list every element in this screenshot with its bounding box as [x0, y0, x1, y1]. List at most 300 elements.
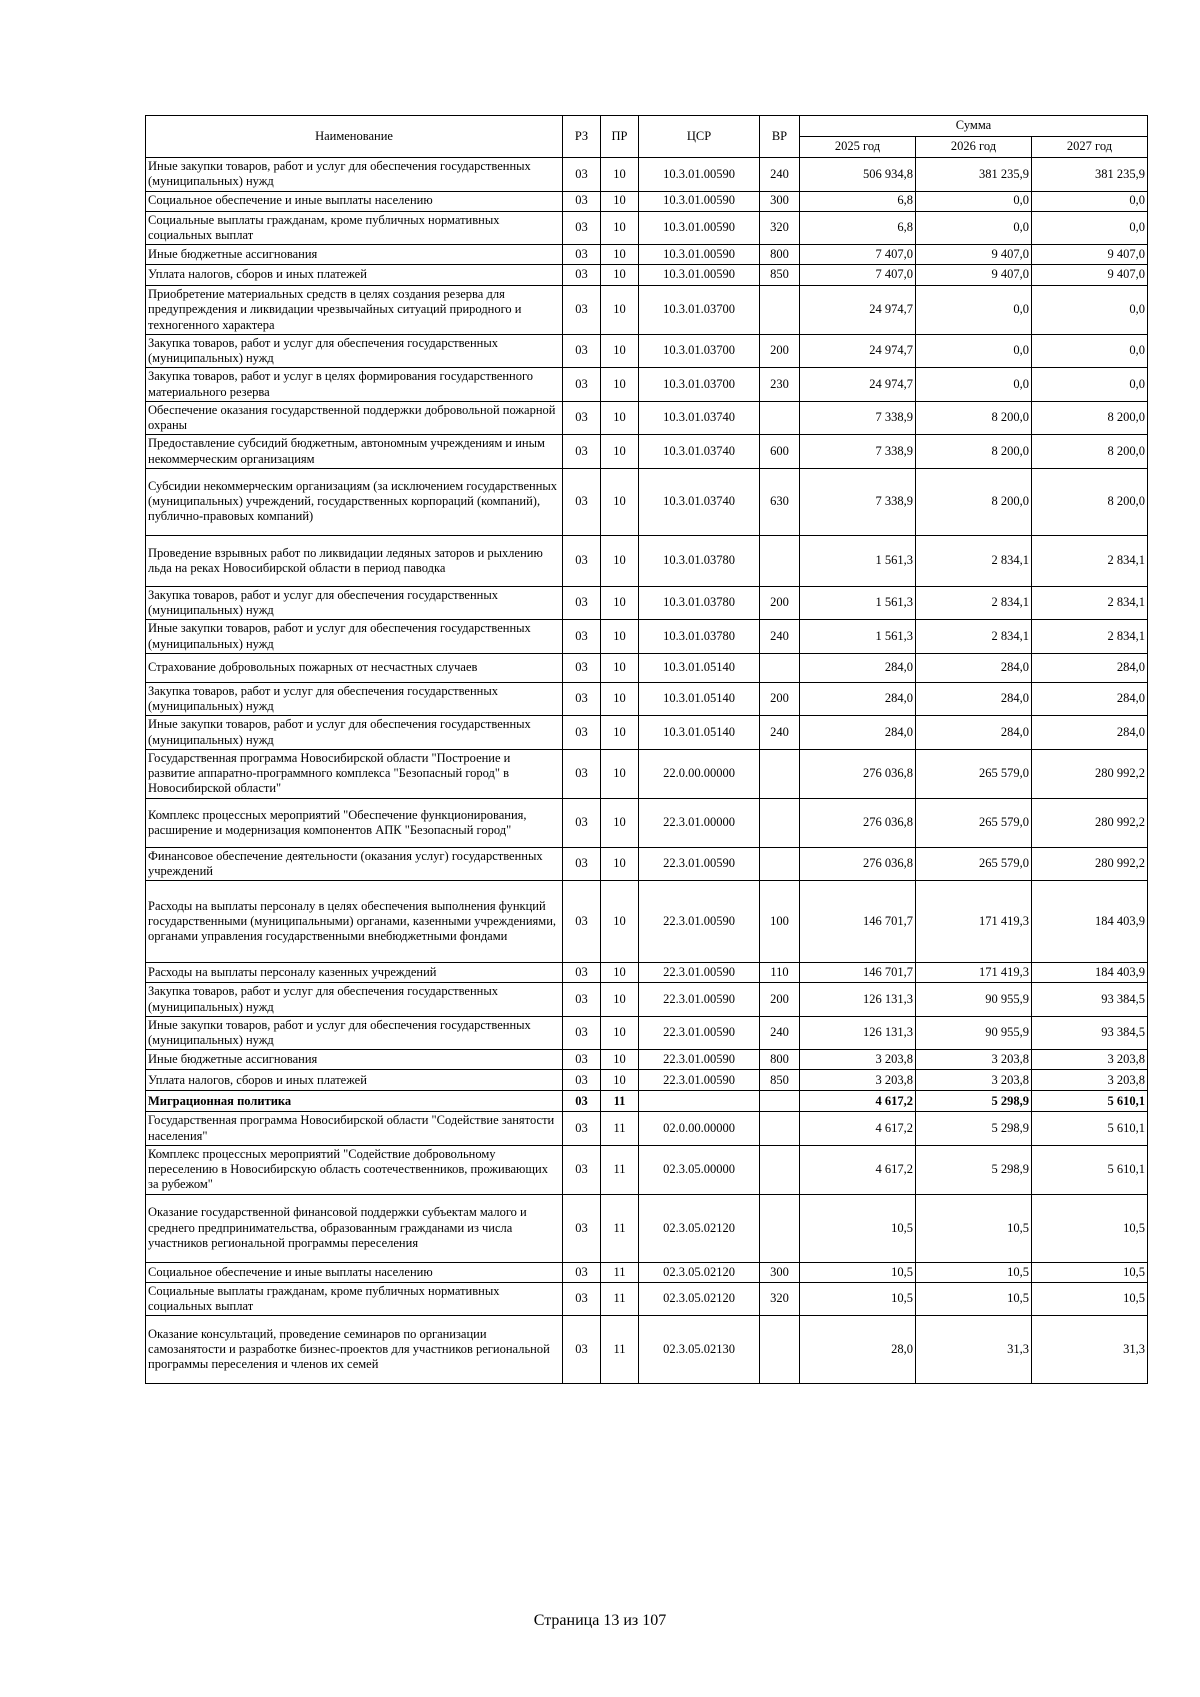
cell-rz: 03 — [563, 1091, 601, 1112]
cell-2025: 3 203,8 — [800, 1070, 916, 1091]
cell-vr: 200 — [760, 334, 800, 368]
cell-name: Предоставление субсидий бюджетным, автономным учреждениям и иным некоммерческим организациям — [146, 435, 563, 469]
cell-2025: 284,0 — [800, 653, 916, 682]
cell-2026: 0,0 — [916, 286, 1032, 335]
table-row — [146, 158, 1148, 192]
cell-rz: 03 — [563, 245, 601, 265]
cell-2027: 0,0 — [1032, 286, 1148, 335]
cell-csr: 10.3.01.03740 — [639, 435, 760, 469]
cell-2027: 284,0 — [1032, 682, 1148, 716]
cell-name: Закупка товаров, работ и услуг для обеспечения государственных (муниципальных) нужд — [146, 334, 563, 368]
cell-pr: 10 — [601, 1070, 639, 1091]
cell-2025: 10,5 — [800, 1282, 916, 1316]
cell-2026: 10,5 — [916, 1194, 1032, 1262]
cell-pr: 11 — [601, 1091, 639, 1112]
cell-vr: 630 — [760, 468, 800, 535]
cell-pr: 10 — [601, 191, 639, 211]
cell-csr: 10.3.01.05140 — [639, 716, 760, 750]
cell-rz: 03 — [563, 468, 601, 535]
cell-vr: 240 — [760, 716, 800, 750]
table-row — [146, 798, 1148, 847]
cell-2027: 381 235,9 — [1032, 158, 1148, 192]
table-body — [146, 158, 1148, 1384]
cell-2027: 5 610,1 — [1032, 1112, 1148, 1146]
cell-csr: 22.3.01.00590 — [639, 983, 760, 1017]
cell-pr: 10 — [601, 682, 639, 716]
cell-2025: 126 131,3 — [800, 983, 916, 1017]
cell-2025: 7 407,0 — [800, 265, 916, 286]
cell-pr: 10 — [601, 881, 639, 963]
cell-vr: 110 — [760, 963, 800, 983]
cell-name: Страхование добровольных пожарных от несчастных случаев — [146, 653, 563, 682]
cell-pr: 10 — [601, 468, 639, 535]
cell-2026: 0,0 — [916, 334, 1032, 368]
cell-2025: 7 338,9 — [800, 435, 916, 469]
cell-name: Уплата налогов, сборов и иных платежей — [146, 1070, 563, 1091]
cell-pr: 10 — [601, 798, 639, 847]
cell-2027: 10,5 — [1032, 1262, 1148, 1282]
cell-vr: 320 — [760, 211, 800, 245]
cell-pr: 10 — [601, 963, 639, 983]
cell-vr: 300 — [760, 191, 800, 211]
cell-2027: 0,0 — [1032, 334, 1148, 368]
cell-rz: 03 — [563, 653, 601, 682]
cell-name: Приобретение материальных средств в целях создания резерва для предупреждения и ликвидации чрезвычайных ситуаций природного и техногенного характера — [146, 286, 563, 335]
cell-2025: 24 974,7 — [800, 368, 916, 402]
cell-2026: 265 579,0 — [916, 798, 1032, 847]
header-name: Наименование — [146, 116, 563, 158]
cell-2025: 284,0 — [800, 682, 916, 716]
cell-2027: 3 203,8 — [1032, 1050, 1148, 1070]
cell-2027: 31,3 — [1032, 1316, 1148, 1384]
cell-2026: 0,0 — [916, 191, 1032, 211]
cell-csr: 10.3.01.03700 — [639, 368, 760, 402]
cell-csr: 22.3.01.00590 — [639, 881, 760, 963]
cell-pr: 10 — [601, 535, 639, 586]
cell-2026: 5 298,9 — [916, 1145, 1032, 1194]
cell-rz: 03 — [563, 535, 601, 586]
cell-vr: 850 — [760, 1070, 800, 1091]
cell-pr: 10 — [601, 749, 639, 798]
cell-vr — [760, 286, 800, 335]
cell-rz: 03 — [563, 1050, 601, 1070]
cell-name: Закупка товаров, работ и услуг для обеспечения государственных (муниципальных) нужд — [146, 682, 563, 716]
table-row — [146, 1145, 1148, 1194]
cell-2026: 90 955,9 — [916, 983, 1032, 1017]
cell-2025: 126 131,3 — [800, 1016, 916, 1050]
cell-csr: 02.0.00.00000 — [639, 1112, 760, 1146]
header-year-2025: 2025 год — [800, 137, 916, 158]
cell-2025: 1 561,3 — [800, 586, 916, 620]
cell-2026: 90 955,9 — [916, 1016, 1032, 1050]
cell-2026: 2 834,1 — [916, 586, 1032, 620]
cell-2026: 3 203,8 — [916, 1070, 1032, 1091]
cell-vr — [760, 1316, 800, 1384]
cell-rz: 03 — [563, 211, 601, 245]
page-number: Страница 13 из 107 — [533, 1612, 667, 1629]
table-row — [146, 620, 1148, 654]
cell-name: Финансовое обеспечение деятельности (оказания услуг) государственных учреждений — [146, 847, 563, 881]
table-row — [146, 334, 1148, 368]
table-row — [146, 1050, 1148, 1070]
cell-vr — [760, 401, 800, 435]
cell-2025: 506 934,8 — [800, 158, 916, 192]
cell-vr: 200 — [760, 586, 800, 620]
cell-2026: 5 298,9 — [916, 1091, 1032, 1112]
cell-2025: 28,0 — [800, 1316, 916, 1384]
cell-2026: 2 834,1 — [916, 535, 1032, 586]
cell-csr — [639, 1091, 760, 1112]
header-pr: ПР — [601, 116, 639, 158]
table-row — [146, 286, 1148, 335]
table-row — [146, 401, 1148, 435]
cell-vr — [760, 1145, 800, 1194]
table-row — [146, 1016, 1148, 1050]
cell-pr: 10 — [601, 716, 639, 750]
cell-pr: 10 — [601, 401, 639, 435]
cell-name: Социальные выплаты гражданам, кроме публичных нормативных социальных выплат — [146, 1282, 563, 1316]
cell-csr: 02.3.05.02120 — [639, 1194, 760, 1262]
cell-name: Иные бюджетные ассигнования — [146, 1050, 563, 1070]
cell-csr: 02.3.05.02120 — [639, 1262, 760, 1282]
cell-pr: 11 — [601, 1194, 639, 1262]
cell-vr: 800 — [760, 245, 800, 265]
cell-pr: 10 — [601, 653, 639, 682]
cell-rz: 03 — [563, 435, 601, 469]
cell-2027: 93 384,5 — [1032, 983, 1148, 1017]
cell-2027: 0,0 — [1032, 211, 1148, 245]
cell-2025: 10,5 — [800, 1262, 916, 1282]
table-row — [146, 435, 1148, 469]
budget-table — [145, 115, 1148, 1384]
cell-2025: 3 203,8 — [800, 1050, 916, 1070]
cell-rz: 03 — [563, 1282, 601, 1316]
cell-csr: 10.3.01.00590 — [639, 265, 760, 286]
cell-2025: 4 617,2 — [800, 1145, 916, 1194]
cell-2026: 284,0 — [916, 716, 1032, 750]
cell-name: Комплекс процессных мероприятий "Содействие добровольному переселению в Новосибирскую область соотечественников, проживающих за рубежом" — [146, 1145, 563, 1194]
cell-vr: 850 — [760, 265, 800, 286]
table-row — [146, 586, 1148, 620]
cell-vr — [760, 1112, 800, 1146]
table-row — [146, 983, 1148, 1017]
cell-vr: 300 — [760, 1262, 800, 1282]
cell-2027: 280 992,2 — [1032, 847, 1148, 881]
cell-csr: 22.3.01.00590 — [639, 963, 760, 983]
cell-name: Иные закупки товаров, работ и услуг для обеспечения государственных (муниципальных) нужд — [146, 158, 563, 192]
cell-2025: 7 338,9 — [800, 401, 916, 435]
cell-2027: 284,0 — [1032, 653, 1148, 682]
cell-2026: 171 419,3 — [916, 881, 1032, 963]
cell-2026: 3 203,8 — [916, 1050, 1032, 1070]
cell-pr: 10 — [601, 334, 639, 368]
cell-name: Государственная программа Новосибирской области "Построение и развитие аппаратно-программного комплекса "Безопасный город" в Новосибирской области" — [146, 749, 563, 798]
table-row — [146, 368, 1148, 402]
cell-rz: 03 — [563, 1016, 601, 1050]
cell-2027: 284,0 — [1032, 716, 1148, 750]
cell-rz: 03 — [563, 798, 601, 847]
cell-rz: 03 — [563, 586, 601, 620]
cell-name: Уплата налогов, сборов и иных платежей — [146, 265, 563, 286]
cell-csr: 10.3.01.03780 — [639, 535, 760, 586]
cell-name: Иные закупки товаров, работ и услуг для обеспечения государственных (муниципальных) нужд — [146, 716, 563, 750]
cell-vr: 200 — [760, 682, 800, 716]
cell-name: Расходы на выплаты персоналу в целях обеспечения выполнения функций государственными (муниципальными) органами, казенными учреждениями, органами управления государственными внебюджетными фондами — [146, 881, 563, 963]
table-row — [146, 265, 1148, 286]
cell-name: Иные закупки товаров, работ и услуг для обеспечения государственных (муниципальных) нужд — [146, 1016, 563, 1050]
cell-vr: 800 — [760, 1050, 800, 1070]
cell-pr: 10 — [601, 158, 639, 192]
cell-rz: 03 — [563, 1194, 601, 1262]
cell-vr: 320 — [760, 1282, 800, 1316]
cell-pr: 10 — [601, 368, 639, 402]
cell-2026: 265 579,0 — [916, 749, 1032, 798]
cell-2026: 284,0 — [916, 682, 1032, 716]
cell-rz: 03 — [563, 368, 601, 402]
cell-csr: 10.3.01.00590 — [639, 158, 760, 192]
table-row — [146, 211, 1148, 245]
cell-2026: 381 235,9 — [916, 158, 1032, 192]
cell-2025: 284,0 — [800, 716, 916, 750]
cell-2026: 8 200,0 — [916, 435, 1032, 469]
cell-2025: 10,5 — [800, 1194, 916, 1262]
cell-name: Субсидии некоммерческим организациям (за исключением государственных (муниципальных) учреждений, государственных корпораций (компаний), публично-правовых компаний) — [146, 468, 563, 535]
cell-2026: 2 834,1 — [916, 620, 1032, 654]
cell-rz: 03 — [563, 682, 601, 716]
cell-name: Оказание государственной финансовой поддержки субъектам малого и среднего предпринимательства, образованным гражданами из числа участников региональной программы переселения — [146, 1194, 563, 1262]
cell-csr: 22.3.01.00590 — [639, 1070, 760, 1091]
cell-rz: 03 — [563, 158, 601, 192]
cell-2027: 280 992,2 — [1032, 798, 1148, 847]
cell-2025: 4 617,2 — [800, 1112, 916, 1146]
cell-rz: 03 — [563, 286, 601, 335]
cell-2025: 146 701,7 — [800, 881, 916, 963]
cell-vr: 100 — [760, 881, 800, 963]
cell-rz: 03 — [563, 749, 601, 798]
cell-pr: 10 — [601, 847, 639, 881]
header-year-2026: 2026 год — [916, 137, 1032, 158]
cell-2025: 146 701,7 — [800, 963, 916, 983]
cell-2026: 265 579,0 — [916, 847, 1032, 881]
cell-2026: 171 419,3 — [916, 963, 1032, 983]
cell-rz: 03 — [563, 881, 601, 963]
table-row — [146, 1194, 1148, 1262]
cell-2026: 10,5 — [916, 1262, 1032, 1282]
cell-vr: 240 — [760, 158, 800, 192]
cell-csr: 10.3.01.00590 — [639, 191, 760, 211]
cell-2027: 8 200,0 — [1032, 468, 1148, 535]
cell-csr: 10.3.01.03740 — [639, 468, 760, 535]
cell-2025: 7 407,0 — [800, 245, 916, 265]
cell-name: Закупка товаров, работ и услуг для обеспечения государственных (муниципальных) нужд — [146, 983, 563, 1017]
cell-vr: 230 — [760, 368, 800, 402]
cell-vr — [760, 1091, 800, 1112]
cell-pr: 10 — [601, 983, 639, 1017]
cell-2026: 10,5 — [916, 1282, 1032, 1316]
cell-rz: 03 — [563, 1145, 601, 1194]
table-row — [146, 535, 1148, 586]
cell-pr: 10 — [601, 265, 639, 286]
cell-rz: 03 — [563, 1070, 601, 1091]
cell-vr — [760, 653, 800, 682]
cell-2025: 6,8 — [800, 211, 916, 245]
cell-rz: 03 — [563, 847, 601, 881]
table-row — [146, 881, 1148, 963]
cell-vr — [760, 798, 800, 847]
cell-vr — [760, 1194, 800, 1262]
header-year-2027: 2027 год — [1032, 137, 1148, 158]
cell-pr: 10 — [601, 1050, 639, 1070]
cell-rz: 03 — [563, 265, 601, 286]
table-row — [146, 847, 1148, 881]
cell-name: Комплекс процессных мероприятий "Обеспечение функционирования, расширение и модернизация компонентов АПК "Безопасный город" — [146, 798, 563, 847]
table-row — [146, 682, 1148, 716]
cell-2027: 184 403,9 — [1032, 963, 1148, 983]
cell-pr: 11 — [601, 1282, 639, 1316]
table-row — [146, 468, 1148, 535]
cell-csr: 10.3.01.05140 — [639, 682, 760, 716]
cell-name: Социальные выплаты гражданам, кроме публичных нормативных социальных выплат — [146, 211, 563, 245]
cell-csr: 10.3.01.00590 — [639, 211, 760, 245]
cell-2025: 4 617,2 — [800, 1091, 916, 1112]
table-row — [146, 653, 1148, 682]
cell-csr: 22.3.01.00590 — [639, 1016, 760, 1050]
table-row — [146, 1091, 1148, 1112]
cell-2026: 8 200,0 — [916, 401, 1032, 435]
cell-pr: 11 — [601, 1145, 639, 1194]
cell-2025: 1 561,3 — [800, 535, 916, 586]
cell-csr: 10.3.01.00590 — [639, 245, 760, 265]
table-header — [146, 116, 1148, 158]
table-row — [146, 749, 1148, 798]
table-row — [146, 1070, 1148, 1091]
cell-2027: 8 200,0 — [1032, 401, 1148, 435]
cell-pr: 10 — [601, 435, 639, 469]
cell-csr: 10.3.01.03740 — [639, 401, 760, 435]
cell-2027: 2 834,1 — [1032, 535, 1148, 586]
cell-rz: 03 — [563, 1112, 601, 1146]
cell-name: Миграционная политика — [146, 1091, 563, 1112]
cell-2027: 184 403,9 — [1032, 881, 1148, 963]
table-row — [146, 191, 1148, 211]
cell-vr — [760, 535, 800, 586]
cell-name: Закупка товаров, работ и услуг для обеспечения государственных (муниципальных) нужд — [146, 586, 563, 620]
cell-name: Проведение взрывных работ по ликвидации ледяных заторов и рыхлению льда на реках Новосибирской области в период паводка — [146, 535, 563, 586]
table-row — [146, 963, 1148, 983]
cell-2027: 280 992,2 — [1032, 749, 1148, 798]
cell-csr: 02.3.05.00000 — [639, 1145, 760, 1194]
cell-name: Иные бюджетные ассигнования — [146, 245, 563, 265]
cell-pr: 11 — [601, 1112, 639, 1146]
cell-2025: 1 561,3 — [800, 620, 916, 654]
cell-pr: 10 — [601, 1016, 639, 1050]
cell-2026: 5 298,9 — [916, 1112, 1032, 1146]
cell-csr: 10.3.01.03780 — [639, 620, 760, 654]
table-row — [146, 1316, 1148, 1384]
table-row — [146, 245, 1148, 265]
cell-2026: 8 200,0 — [916, 468, 1032, 535]
cell-name: Социальное обеспечение и иные выплаты населению — [146, 191, 563, 211]
cell-pr: 11 — [601, 1316, 639, 1384]
cell-2027: 10,5 — [1032, 1282, 1148, 1316]
cell-pr: 10 — [601, 211, 639, 245]
cell-vr: 200 — [760, 983, 800, 1017]
cell-pr: 10 — [601, 245, 639, 265]
cell-rz: 03 — [563, 1316, 601, 1384]
cell-csr: 02.3.05.02120 — [639, 1282, 760, 1316]
cell-csr: 22.3.01.00590 — [639, 1050, 760, 1070]
cell-2026: 9 407,0 — [916, 245, 1032, 265]
cell-2026: 0,0 — [916, 211, 1032, 245]
cell-2025: 24 974,7 — [800, 334, 916, 368]
cell-vr: 600 — [760, 435, 800, 469]
cell-name: Закупка товаров, работ и услуг в целях формирования государственного материального резерва — [146, 368, 563, 402]
cell-2025: 276 036,8 — [800, 847, 916, 881]
cell-name: Оказание консультаций, проведение семинаров по организации самозанятости и разработке бизнес-проектов для участников региональной программы переселения и членов их семей — [146, 1316, 563, 1384]
cell-name: Социальное обеспечение и иные выплаты населению — [146, 1262, 563, 1282]
cell-name: Государственная программа Новосибирской области "Содействие занятости населения" — [146, 1112, 563, 1146]
cell-vr — [760, 847, 800, 881]
header-rz: РЗ — [563, 116, 601, 158]
table-row — [146, 1282, 1148, 1316]
cell-rz: 03 — [563, 716, 601, 750]
cell-2027: 93 384,5 — [1032, 1016, 1148, 1050]
cell-name: Расходы на выплаты персоналу казенных учреждений — [146, 963, 563, 983]
cell-csr: 10.3.01.03700 — [639, 334, 760, 368]
cell-csr: 10.3.01.03780 — [639, 586, 760, 620]
cell-2025: 7 338,9 — [800, 468, 916, 535]
cell-2027: 8 200,0 — [1032, 435, 1148, 469]
cell-rz: 03 — [563, 1262, 601, 1282]
cell-rz: 03 — [563, 963, 601, 983]
header-csr: ЦСР — [639, 116, 760, 158]
cell-2027: 2 834,1 — [1032, 620, 1148, 654]
cell-rz: 03 — [563, 191, 601, 211]
cell-csr: 22.0.00.00000 — [639, 749, 760, 798]
table-row — [146, 716, 1148, 750]
table-row — [146, 1112, 1148, 1146]
cell-2025: 276 036,8 — [800, 798, 916, 847]
cell-2027: 9 407,0 — [1032, 265, 1148, 286]
cell-2026: 31,3 — [916, 1316, 1032, 1384]
cell-rz: 03 — [563, 334, 601, 368]
cell-name: Иные закупки товаров, работ и услуг для обеспечения государственных (муниципальных) нужд — [146, 620, 563, 654]
cell-rz: 03 — [563, 983, 601, 1017]
cell-rz: 03 — [563, 401, 601, 435]
header-vr: ВР — [760, 116, 800, 158]
cell-2027: 0,0 — [1032, 191, 1148, 211]
cell-vr: 240 — [760, 620, 800, 654]
cell-2027: 5 610,1 — [1032, 1091, 1148, 1112]
cell-2027: 3 203,8 — [1032, 1070, 1148, 1091]
cell-rz: 03 — [563, 620, 601, 654]
cell-csr: 22.3.01.00590 — [639, 847, 760, 881]
cell-csr: 10.3.01.05140 — [639, 653, 760, 682]
header-sum: Сумма — [800, 116, 1148, 137]
cell-2025: 276 036,8 — [800, 749, 916, 798]
cell-2027: 2 834,1 — [1032, 586, 1148, 620]
cell-vr — [760, 749, 800, 798]
cell-csr: 10.3.01.03700 — [639, 286, 760, 335]
cell-vr: 240 — [760, 1016, 800, 1050]
cell-csr: 02.3.05.02130 — [639, 1316, 760, 1384]
cell-pr: 10 — [601, 620, 639, 654]
cell-pr: 10 — [601, 286, 639, 335]
cell-2027: 5 610,1 — [1032, 1145, 1148, 1194]
cell-2026: 0,0 — [916, 368, 1032, 402]
cell-2026: 9 407,0 — [916, 265, 1032, 286]
cell-pr: 10 — [601, 586, 639, 620]
